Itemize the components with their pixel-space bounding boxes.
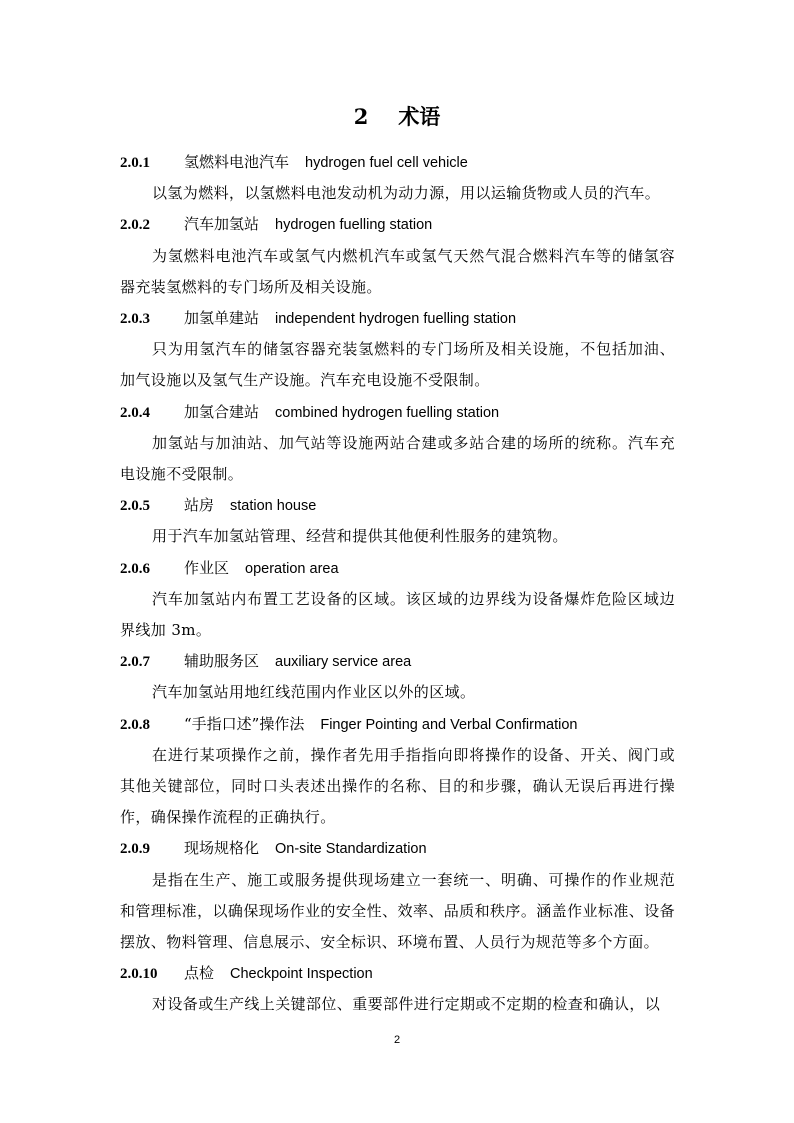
term-entry: [120, 147, 675, 209]
page-number: 2: [393, 1034, 401, 1046]
term-entry: [120, 646, 675, 708]
term-heading: [120, 490, 675, 521]
term-heading: [120, 303, 675, 334]
term-definition: 加氢站与加油站、加气站等设施两站合建或多站合建的场所的统称。汽车充电设施不受限制。: [120, 433, 675, 483]
term-heading: [120, 709, 675, 740]
term-chinese-name: 氢燃料电池汽车: [184, 153, 290, 171]
term-chinese-name: 加氢单建站: [184, 308, 260, 327]
term-definition: 汽车加氢站内布置工艺设备的区域。该区域的边界线为设备爆炸危险区域边界线加 3m。: [120, 589, 675, 639]
term-english-name: hydrogen fuel cell vehicle: [305, 155, 468, 171]
term-heading: [120, 833, 675, 864]
term-definition: 汽车加氢站用地红线范围内作业区以外的区域。: [152, 683, 476, 702]
term-definition: 只为用氢汽车的储氢容器充装氢燃料的专门场所及相关设施，不包括加油、加气设施以及氢气生产设施。汽车充电设施不受限制。: [120, 340, 675, 390]
term-definition: 为氢燃料电池汽车或氢气内燃机汽车或氢气天然气混合燃料汽车等的储氢容器充装氢燃料的专门场所及相关设施。: [120, 246, 675, 296]
term-chinese-name: 作业区: [184, 558, 230, 577]
term-english-name: auxiliary service area: [275, 654, 412, 671]
term-number: 2.0.9: [120, 841, 150, 858]
term-entry: [120, 553, 675, 647]
term-entry: [120, 209, 675, 303]
term-definition: 对设备或生产线上关键部位、重要部件进行定期或不定期的检查和确认，以: [152, 995, 661, 1014]
term-number: 2.0.5: [120, 498, 150, 515]
term-entry: [120, 397, 675, 491]
term-entry: [120, 833, 675, 958]
term-number: 2.0.3: [120, 310, 150, 327]
term-chinese-name: 现场规格化: [184, 839, 260, 858]
term-entry: [120, 709, 675, 834]
term-heading: [120, 397, 675, 428]
chapter-heading: [0, 100, 794, 134]
chapter-number: 2: [353, 104, 369, 129]
term-english-name: On-site Standardization: [275, 841, 427, 858]
chapter-title: 术语: [398, 104, 441, 129]
term-english-name: station house: [230, 498, 317, 515]
term-english-name: hydrogen fuelling station: [275, 217, 433, 234]
term-english-name: Finger Pointing and Verbal Confirmation: [320, 716, 578, 733]
term-heading: [120, 646, 675, 677]
term-english-name: independent hydrogen fuelling station: [275, 310, 517, 327]
term-english-name: combined hydrogen fuelling station: [275, 404, 500, 421]
term-entry: [120, 490, 675, 552]
term-heading: [120, 553, 675, 584]
term-number: 2.0.4: [120, 404, 150, 421]
term-definition: 用于汽车加氢站管理、经营和提供其他便利性服务的建筑物。: [152, 527, 568, 546]
term-entry: [120, 303, 675, 397]
term-chinese-name: 站房: [184, 496, 215, 515]
term-definition: 在进行某项操作之前，操作者先用手指指向即将操作的设备、开关、阀门或其他关键部位，同时口头表述出操作的名称、目的和步骤，确认无误后再进行操作，确保操作流程的正确执行。: [120, 745, 675, 827]
term-english-name: Checkpoint Inspection: [230, 966, 373, 983]
term-chinese-name: “手指口述”操作法: [184, 714, 305, 733]
term-heading: [120, 209, 675, 240]
term-heading: [120, 147, 675, 178]
term-number: 2.0.10: [120, 966, 158, 983]
term-number: 2.0.1: [120, 155, 150, 171]
term-number: 2.0.8: [120, 716, 150, 733]
terms-list: [120, 147, 675, 1021]
term-number: 2.0.7: [120, 654, 150, 671]
term-chinese-name: 汽车加氢站: [184, 215, 260, 234]
term-chinese-name: 辅助服务区: [184, 652, 260, 671]
term-definition: 以氢为燃料，以氢燃料电池发动机为动力源，用以运输货物或人员的汽车。: [152, 184, 661, 203]
term-number: 2.0.6: [120, 560, 150, 577]
term-english-name: operation area: [245, 560, 339, 577]
term-definition: 是指在生产、施工或服务提供现场建立一套统一、明确、可操作的作业规范和管理标准，以确保现场作业的安全性、效率、品质和秩序。涵盖作业标准、设备摆放、物料管理、信息展示、安全标识、环境布置、人员行为规范等多个方面。: [120, 870, 675, 951]
term-heading: [120, 958, 675, 989]
term-entry: [120, 958, 675, 1020]
term-number: 2.0.2: [120, 217, 150, 234]
term-chinese-name: 加氢合建站: [184, 402, 260, 421]
term-chinese-name: 点检: [184, 964, 215, 983]
